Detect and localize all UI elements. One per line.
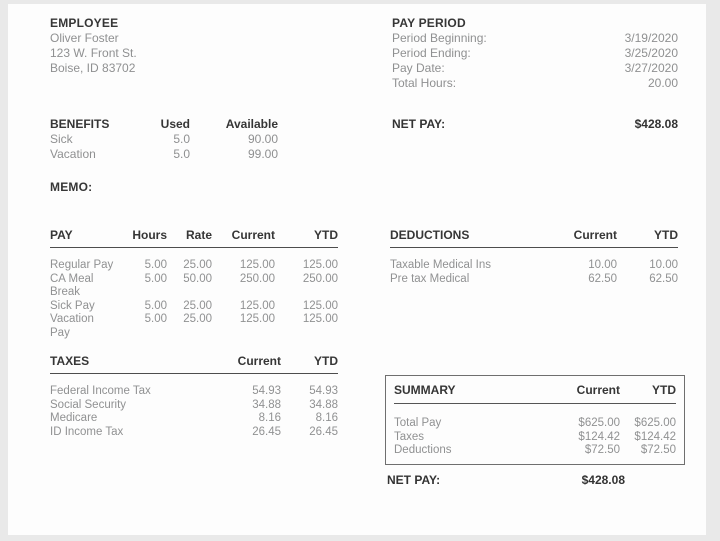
benefits-section-title: BENEFITS: [50, 117, 110, 131]
pay-item-hours: 5.00: [144, 272, 167, 285]
net-pay-bottom-section: [387, 473, 625, 488]
summary-label: Total Pay: [394, 417, 442, 429]
taxes-table: [50, 354, 338, 439]
benefits-col-available: Available: [225, 117, 278, 131]
tax-label: ID Income Tax: [50, 425, 124, 438]
taxes-table-header: [50, 354, 338, 374]
table-row: [394, 444, 676, 458]
pay-item-hours: 5.00: [144, 259, 167, 271]
deductions-table: [390, 228, 678, 286]
period-beginning-label: Period Beginning:: [392, 31, 487, 45]
deduction-ytd: 10.00: [649, 259, 678, 271]
deduction-ytd: 62.50: [649, 272, 678, 285]
deductions-table-body: [390, 259, 678, 286]
pay-col-rate: Rate: [185, 228, 212, 242]
summary-header: [394, 383, 676, 404]
benefit-used: 5.0: [173, 147, 190, 161]
summary-ytd: $625.00: [634, 417, 676, 429]
taxes-col-ytd: YTD: [314, 354, 338, 368]
tax-label: Federal Income Tax: [50, 385, 151, 397]
deductions-table-header: [390, 228, 678, 248]
pay-col-current: Current: [231, 228, 275, 242]
pay-item-label: CA Meal Break: [50, 272, 94, 298]
summary-col-ytd: YTD: [652, 383, 676, 397]
total-hours-value: 20.00: [647, 76, 678, 90]
pay-item-current: 250.00: [239, 272, 275, 285]
pay-table-header: [50, 228, 338, 248]
tax-ytd: 34.88: [309, 398, 338, 411]
benefits-row-vacation: [50, 147, 278, 162]
paystub-document: [8, 4, 706, 535]
deduction-label: Taxable Medical Ins: [390, 259, 491, 271]
benefit-label: Sick: [50, 132, 73, 146]
summary-col-current: Current: [576, 383, 620, 397]
deductions-col-ytd: YTD: [654, 228, 678, 242]
tax-label: Medicare: [50, 412, 98, 424]
employee-section: [50, 16, 137, 76]
pay-table-title: PAY: [50, 228, 73, 242]
memo-section: [50, 180, 92, 195]
summary-title: SUMMARY: [394, 383, 456, 397]
employee-section-title: EMPLOYEE: [50, 16, 119, 30]
pay-item-label: Sick Pay: [50, 299, 95, 312]
table-row: [50, 273, 338, 300]
pay-item-rate: 50.00: [183, 272, 212, 285]
tax-ytd: 8.16: [315, 412, 338, 424]
taxes-table-body: [50, 385, 338, 439]
table-row: [50, 385, 338, 399]
table-row: [390, 273, 678, 287]
deductions-col-current: Current: [573, 228, 617, 242]
memo-label: MEMO:: [50, 180, 93, 194]
benefit-available: 90.00: [247, 132, 278, 146]
pay-item-label: Regular Pay: [50, 259, 114, 271]
summary-current: $625.00: [578, 417, 620, 429]
tax-current: 54.93: [252, 385, 281, 397]
net-pay-value: $428.08: [634, 117, 678, 131]
net-pay-value: $428.08: [581, 473, 625, 487]
benefit-used: 5.0: [173, 132, 190, 146]
summary-label: Deductions: [394, 444, 452, 456]
benefits-header-row: [50, 117, 278, 132]
taxes-col-current: Current: [237, 354, 281, 368]
pay-period-row: [392, 76, 678, 91]
pay-date-value: 3/27/2020: [624, 61, 678, 75]
net-pay-top-section: [392, 117, 678, 132]
pay-item-ytd: 250.00: [302, 272, 338, 285]
summary-current: $72.50: [584, 444, 620, 456]
pay-item-rate: 25.00: [183, 299, 212, 312]
summary-body: [394, 417, 676, 458]
tax-ytd: 26.45: [309, 425, 338, 438]
table-row: [50, 313, 338, 340]
deductions-table-title: DEDUCTIONS: [390, 228, 470, 242]
table-row: [50, 426, 338, 440]
tax-label: Social Security: [50, 398, 127, 411]
summary-ytd: $72.50: [640, 444, 676, 456]
summary-box: [385, 375, 685, 465]
pay-col-hours: Hours: [132, 228, 167, 242]
tax-ytd: 54.93: [309, 385, 338, 397]
pay-period-section-title: PAY PERIOD: [392, 16, 466, 30]
deduction-current: 62.50: [588, 272, 617, 285]
benefit-label: Vacation: [50, 147, 96, 161]
benefit-available: 99.00: [247, 147, 278, 161]
taxes-table-title: TAXES: [50, 354, 90, 368]
net-pay-label: NET PAY:: [387, 473, 441, 487]
table-row: [394, 417, 676, 431]
pay-period-section: [392, 16, 678, 91]
pay-col-ytd: YTD: [314, 228, 338, 242]
employee-name: Oliver Foster: [50, 31, 119, 45]
deduction-current: 10.00: [588, 259, 617, 271]
deduction-label: Pre tax Medical: [390, 272, 470, 285]
pay-item-ytd: 125.00: [302, 259, 338, 271]
pay-item-current: 125.00: [239, 313, 275, 325]
net-pay-top-row: [392, 117, 678, 132]
summary-label: Taxes: [394, 430, 425, 443]
pay-item-current: 125.00: [239, 259, 275, 271]
pay-date-label: Pay Date:: [392, 61, 445, 75]
summary-ytd: $124.42: [634, 430, 676, 443]
table-row: [50, 259, 338, 273]
summary-current: $124.42: [578, 430, 620, 443]
benefits-section: [50, 117, 278, 162]
pay-period-row: [392, 61, 678, 76]
pay-item-rate: 25.00: [183, 259, 212, 271]
pay-table-body: [50, 259, 338, 340]
table-row: [390, 259, 678, 273]
period-ending-label: Period Ending:: [392, 46, 471, 60]
pay-item-current: 125.00: [239, 299, 275, 312]
pay-item-hours: 5.00: [144, 299, 167, 312]
net-pay-label: NET PAY:: [392, 117, 446, 131]
table-row: [50, 399, 338, 413]
pay-item-label: Vacation Pay: [50, 313, 94, 339]
benefits-row-sick: [50, 132, 278, 147]
pay-period-row: [392, 46, 678, 61]
total-hours-label: Total Hours:: [392, 76, 457, 90]
table-row: [394, 431, 676, 445]
pay-table: [50, 228, 338, 340]
pay-item-rate: 25.00: [183, 313, 212, 325]
period-beginning-value: 3/19/2020: [624, 31, 678, 45]
net-pay-bottom-row: [387, 473, 625, 488]
tax-current: 26.45: [252, 425, 281, 438]
pay-item-ytd: 125.00: [302, 299, 338, 312]
pay-item-hours: 5.00: [144, 313, 167, 325]
period-ending-value: 3/25/2020: [624, 46, 678, 60]
table-row: [50, 412, 338, 426]
pay-period-row: [392, 31, 678, 46]
table-row: [50, 300, 338, 314]
benefits-col-used: Used: [160, 117, 190, 131]
tax-current: 34.88: [252, 398, 281, 411]
pay-item-ytd: 125.00: [302, 313, 338, 325]
employee-address-line2: Boise, ID 83702: [50, 61, 136, 75]
tax-current: 8.16: [258, 412, 281, 424]
employee-address-line1: 123 W. Front St.: [50, 46, 137, 60]
